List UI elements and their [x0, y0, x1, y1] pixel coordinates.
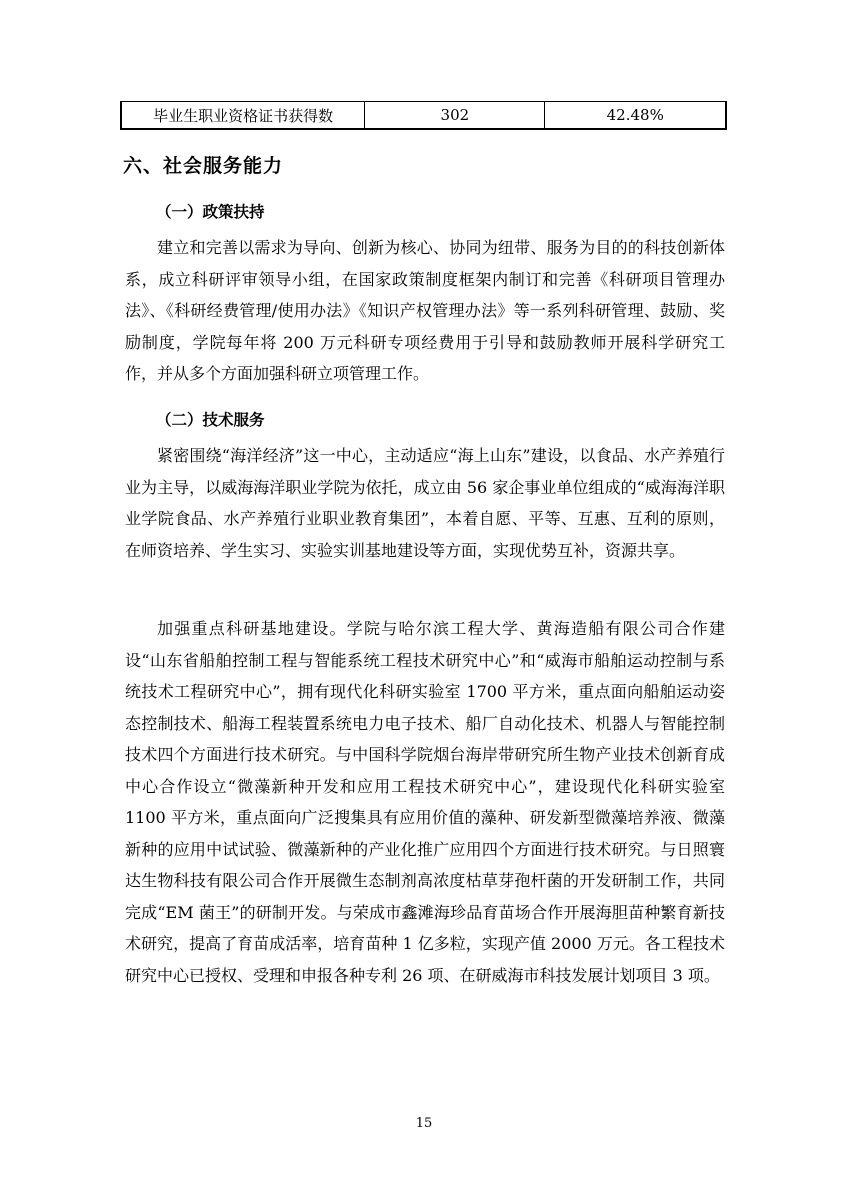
- table-row: [121, 102, 726, 130]
- subsection-heading-policy: （一）政策扶持: [156, 203, 265, 221]
- paragraph-policy: 建立和完善以需求为导向、创新为核心、协同为纽带、服务为目的的科技创新体系，成立科研评审领导小组，在国家政策制度框架内制订和完善《科研项目管理办法》、《科研经费管理/使用办法》《知识产权管理办法》等一系列科研管理、鼓励、奖励制度，学院每年将 200 万元科研专项经费用于引导和鼓励教师开展科学研究工作，并从多个方面加强科研立项管理工作。: [125, 238, 725, 383]
- table-cell-count: 302: [365, 102, 545, 130]
- stats-table: [120, 101, 727, 130]
- section-heading: 六、社会服务能力: [123, 155, 284, 177]
- table-cell-percent: 42.48%: [545, 102, 726, 130]
- paragraph-tech-2: 加强重点科研基地建设。学院与哈尔滨工程大学、黄海造船有限公司合作建设“山东省船舶控制工程与智能系统工程技术研究中心”和“威海市船舶运动控制与系统技术工程研究中心”，拥有现代化科研实验室 1700 平方米，重点面向船舶运动姿态控制技术、船海工程装置系统电力电子技术、船厂自动化技术、机器人与智能控制技术四个方面进行技术研究。与中国科学院烟台海岸带研究所生物产业技术创新育成中心合作设立“微藻新种开发和应用工程技术研究中心”，建设现代化科研实验室 1100 平方米，重点面向广泛搜集具有应用价值的藻种、研发新型微藻培养液、微藻新种的应用中试试验、微藻新种的产业化推广应用四个方面进行技术研究。与日照寰达生物科技有限公司合作开展微生态制剂高浓度枯草芽孢杆菌的开发研制工作，共同完成“EM 菌王”的研制开发。与荣成市鑫滩海珍品育苗场合作开展海胆苗种繁育新技术研究，提高了育苗成活率，培育苗种 1 亿多粒，实现产值 2000 万元。各工程技术研究中心已授权、受理和申报各种专利 26 项、在研威海市科技发展计划项目 3 项。: [125, 619, 725, 985]
- paragraph-tech-1: 紧密围绕“海洋经济”这一中心，主动适应“海上山东”建设，以食品、水产养殖行业为主导，以威海海洋职业学院为依托，成立由 56 家企事业单位组成的“威海海洋职业学院食品、水产养殖行业职业教育集团”，本着自愿、平等、互惠、互利的原则，在师资培养、学生实习、实验实训基地建设等方面，实现优势互补，资源共享。: [125, 446, 725, 560]
- subsection-heading-tech: （二）技术服务: [156, 411, 265, 429]
- table-cell-label: 毕业生职业资格证书获得数: [121, 102, 365, 130]
- page-number: 15: [415, 1116, 433, 1131]
